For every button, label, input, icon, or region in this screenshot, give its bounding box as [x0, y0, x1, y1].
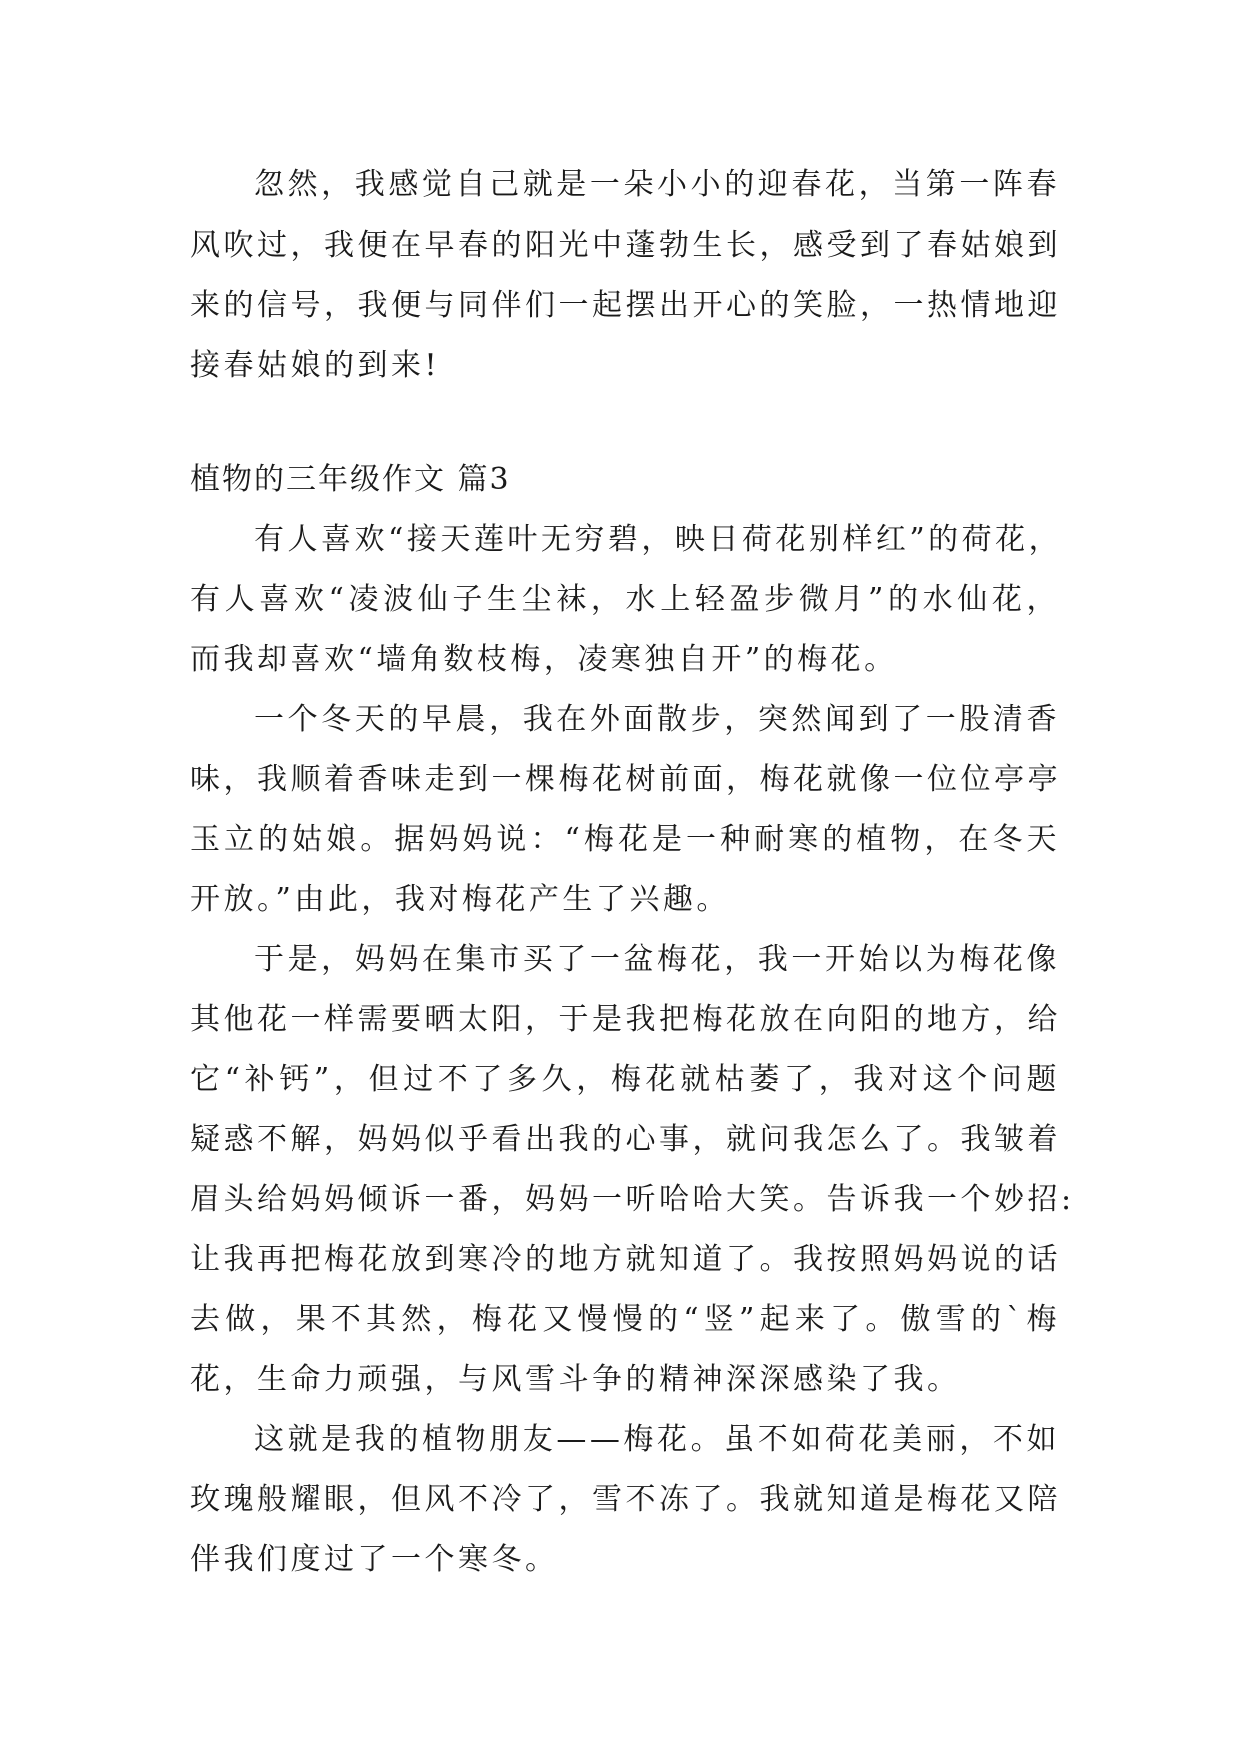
paragraph-intro-line-1: 忽然，我感觉自己就是一朵小小的迎春花，当第一阵春: [254, 167, 1060, 202]
section-heading: 植物的三年级作文 篇3: [190, 462, 511, 497]
paragraph-3-line-6: 让我再把梅花放到寒冷的地方就知道了。我按照妈妈说的话: [190, 1242, 1061, 1277]
paragraph-2-line-4: 开放。”由此，我对梅花产生了兴趣。: [190, 882, 730, 917]
paragraph-intro-line-3: 来的信号，我便与同伴们一起摆出开心的笑脸，一热情地迎: [190, 288, 1061, 323]
paragraph-3-line-5: 眉头给妈妈倾诉一番，妈妈一听哈哈大笑。告诉我一个妙招:: [190, 1182, 1075, 1217]
paragraph-3-line-4: 疑惑不解，妈妈似乎看出我的心事，就问我怎么了。我皱着: [190, 1122, 1061, 1157]
paragraph-4-line-3: 伴我们度过了一个寒冬。: [190, 1542, 559, 1577]
paragraph-4-line-2: 玫瑰般耀眼，但风不冷了，雪不冻了。我就知道是梅花又陪: [190, 1482, 1061, 1517]
paragraph-2-line-3: 玉立的姑娘。据妈妈说：“梅花是一种耐寒的植物，在冬天: [190, 822, 1060, 857]
paragraph-3-line-7: 去做，果不其然，梅花又慢慢的“竖”起来了。傲雪的`梅: [190, 1302, 1060, 1337]
paragraph-1-line-3: 而我却喜欢“墙角数枝梅，凌寒独自开”的梅花。: [190, 642, 898, 677]
paragraph-2-line-2: 味，我顺着香味走到一棵梅花树前面，梅花就像一位位亭亭: [190, 762, 1061, 797]
paragraph-3-line-3: 它“补钙”，但过不了多久，梅花就枯萎了，我对这个问题: [190, 1062, 1060, 1097]
paragraph-2-line-1: 一个冬天的早晨，我在外面散步，突然闻到了一股清香: [254, 702, 1060, 737]
paragraph-3-line-2: 其他花一样需要晒太阳，于是我把梅花放在向阳的地方，给: [190, 1002, 1061, 1037]
paragraph-3-line-1: 于是，妈妈在集市买了一盆梅花，我一开始以为梅花像: [254, 942, 1060, 977]
paragraph-intro-line-4: 接春姑娘的到来!: [190, 348, 441, 383]
paragraph-4-line-1: 这就是我的植物朋友——梅花。虽不如荷花美丽，不如: [254, 1422, 1060, 1457]
paragraph-3-line-8: 花，生命力顽强，与风雪斗争的精神深深感染了我。: [190, 1362, 961, 1397]
paragraph-intro-line-2: 风吹过，我便在早春的阳光中蓬勃生长，感受到了春姑娘到: [190, 228, 1061, 263]
paragraph-1-line-1: 有人喜欢“接天莲叶无穷碧，映日荷花别样红”的荷花，: [254, 522, 1063, 557]
paragraph-1-line-2: 有人喜欢“凌波仙子生尘袜，水上轻盈步微月”的水仙花，: [190, 582, 1060, 617]
